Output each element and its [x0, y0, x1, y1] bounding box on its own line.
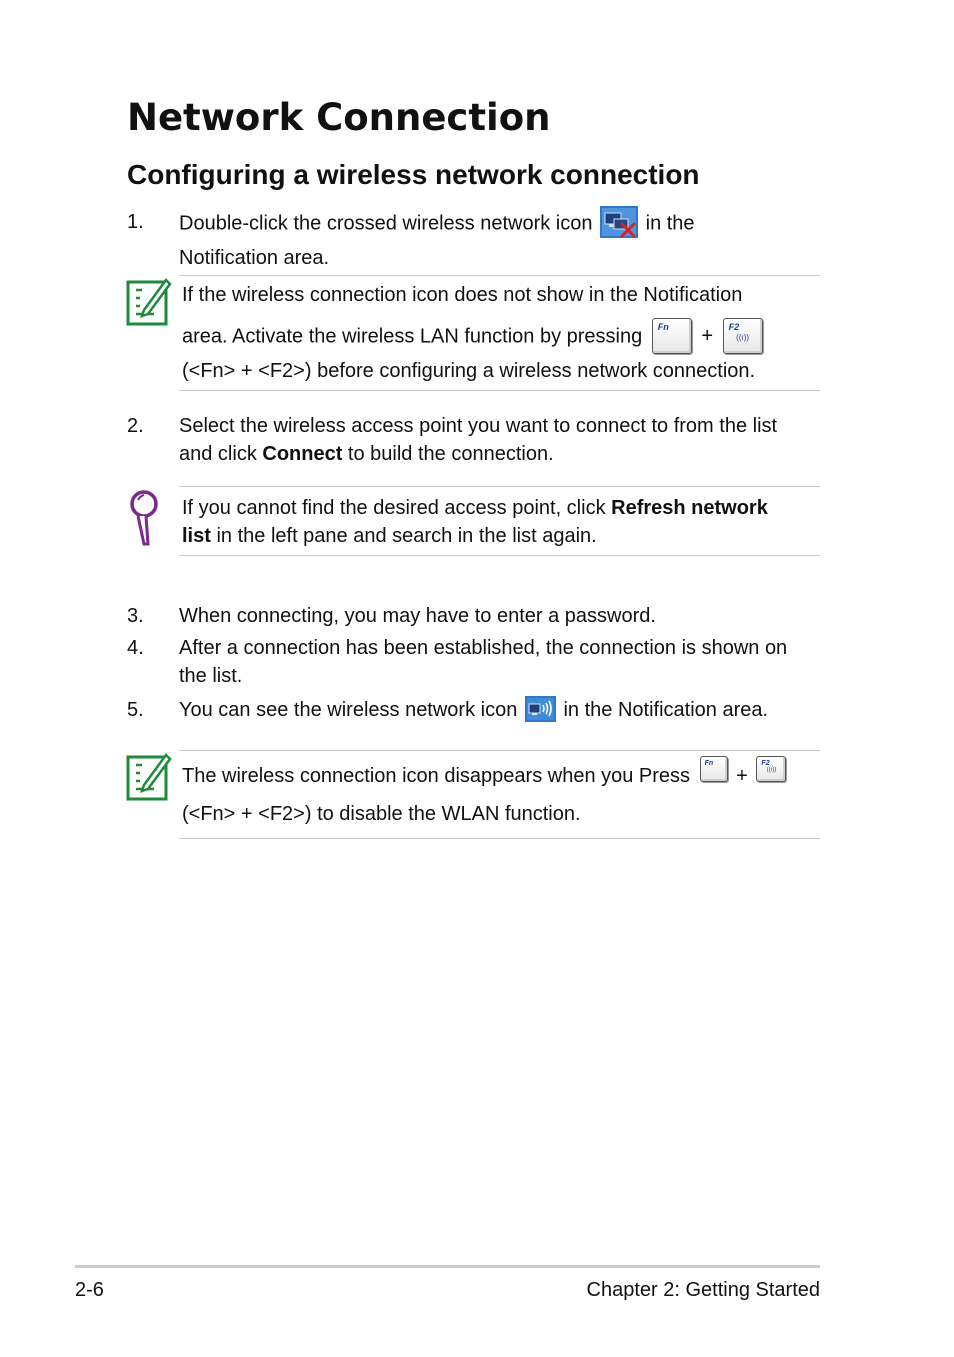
plus-sign: + [701, 325, 714, 348]
note-2-text [182, 759, 822, 828]
tip-line2-after: in the left pane and search in the list again. [210, 525, 597, 547]
step-1-text-before: Double-click the crossed wireless network icon [179, 212, 593, 235]
f2-key-icon [723, 318, 763, 354]
fn-key-label-2: Fn [704, 759, 714, 767]
step-3-line1: When connecting, you may have to enter a password. [179, 605, 656, 627]
f2-key-label: F2 [728, 322, 740, 332]
note-1-text [182, 281, 822, 385]
step-number-5: 5. [127, 699, 144, 721]
list-bold-text: list [182, 525, 211, 547]
step-5-text [179, 696, 824, 724]
f2-key-label-2: F2 [761, 759, 770, 767]
note-1-line2: area. Activate the wireless LAN function by pressing [182, 325, 643, 348]
step-number-2: 2. [127, 415, 144, 437]
chapter-label: Chapter 2: Getting Started [586, 1279, 820, 1301]
note-1-line1: If the wireless connection icon does not show in the Notification [182, 284, 743, 306]
step-5-text-before: You can see the wireless network icon [179, 699, 518, 721]
step-4-line1: After a connection has been established, the connection is shown on [179, 637, 788, 659]
refresh-network-bold-text: Refresh network [611, 497, 768, 519]
tip-bottom-rule [179, 555, 820, 556]
fn-key-icon-2 [700, 756, 728, 782]
step-1-text-line2: Notification area. [179, 247, 330, 269]
note-1-bottom-rule [179, 390, 820, 391]
note-pencil-icon-2 [126, 751, 172, 803]
step-1-text-after: in the [645, 212, 695, 235]
note-1-top-rule [179, 275, 820, 276]
step-2-line1: Select the wireless access point you want to connect to from the list [179, 415, 778, 437]
connect-bold-text: Connect [262, 443, 343, 465]
step-4-text [179, 634, 824, 690]
tip-top-rule [179, 486, 820, 487]
note-2-line2: (<Fn> + <F2>) to disable the WLAN function. [182, 803, 581, 825]
wireless-network-icon [525, 696, 556, 722]
step-3-text [179, 602, 824, 630]
section-title: Configuring a wireless network connection [127, 159, 700, 190]
magnifier-tip-icon [126, 488, 162, 548]
step-number-3: 3. [127, 605, 144, 627]
wifi-symbol-icon-2: ((ı)) [766, 766, 777, 773]
step-1-text [179, 208, 824, 272]
note-2-top-rule [179, 750, 820, 751]
note-2-line1: The wireless connection icon disappears when you Press [182, 765, 691, 787]
wireless-network-crossed-icon [600, 206, 638, 238]
fn-key-label: Fn [657, 322, 669, 332]
step-2-text [179, 412, 824, 468]
f2-key-icon-2 [756, 756, 786, 782]
step-number-4: 4. [127, 637, 144, 659]
step-2-line2-before: and click [179, 443, 263, 465]
note-pencil-icon [126, 276, 172, 328]
note-1-line3: (<Fn> + <F2>) before configuring a wireless network connection. [182, 360, 756, 382]
fn-key-icon [652, 318, 692, 354]
tip-line1-before: If you cannot find the desired access point, click [182, 497, 612, 519]
page-number: 2-6 [75, 1279, 104, 1301]
footer-rule [75, 1265, 820, 1268]
plus-sign-2: + [736, 765, 748, 787]
note-2-bottom-rule [179, 838, 820, 839]
tip-text [182, 494, 822, 550]
step-4-line2: the list. [179, 665, 243, 687]
page-title: Network Connection [127, 96, 551, 139]
wifi-symbol-icon: ((ı)) [736, 332, 750, 342]
step-5-text-after: in the Notification area. [563, 699, 769, 721]
step-2-line2-after: to build the connection. [342, 443, 554, 465]
step-number-1: 1. [127, 211, 144, 233]
